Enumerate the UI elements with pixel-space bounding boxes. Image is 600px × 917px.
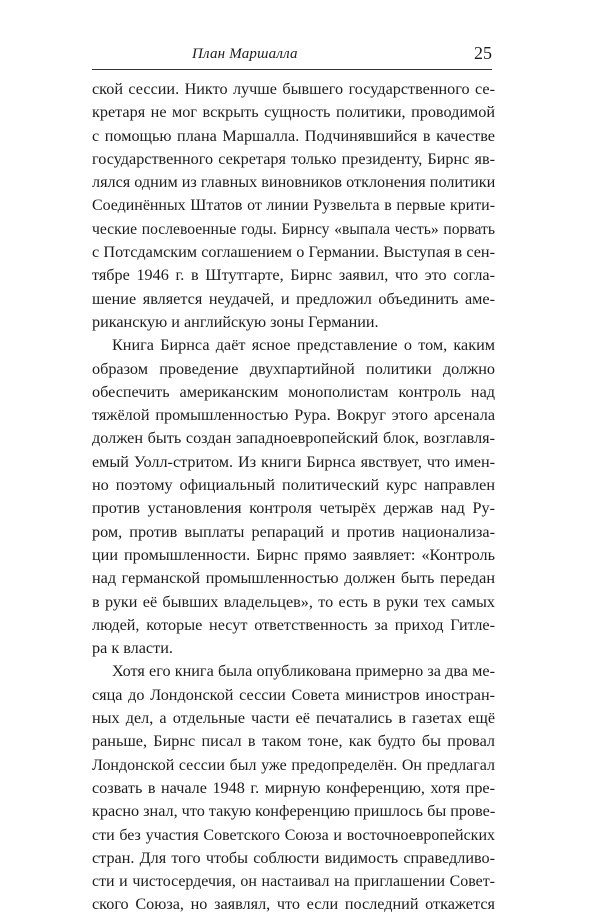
text-line: ных дел, а отдельные части её печатались в газетах ещё bbox=[92, 709, 495, 728]
running-head-title: План Маршалла bbox=[192, 46, 298, 62]
text-line: ции промышленности. Бирнс прямо заявляет: «Контроль bbox=[92, 545, 495, 564]
text-line: ской сессии. Никто лучше бывшего государственного се- bbox=[92, 80, 495, 98]
text-line: Лондонской сессии был уже предопределён. Он предлагал bbox=[92, 756, 495, 774]
text-line: но поэтому официальный политический курс направлен bbox=[92, 476, 495, 495]
text-line: в руки её бывших владельцев», то есть в руки тех самых bbox=[92, 592, 495, 611]
text-line: обеспечить американским монополистам контроль над bbox=[92, 382, 495, 401]
page-number: 25 bbox=[474, 43, 492, 63]
text-line: созвать в начале 1948 г. мирную конференцию, хотя пре- bbox=[92, 778, 495, 797]
text-line: ра к власти. bbox=[92, 639, 173, 658]
text-line: раньше, Бирнс писал в таком тоне, как будто бы провал bbox=[92, 732, 495, 751]
text-line: против установления контроля четырёх держав над Ру- bbox=[92, 499, 495, 518]
text-line: кретаря не мог вскрыть сущность политики, проводимой bbox=[92, 103, 495, 122]
text-line: стран. Для того чтобы соблюсти видимость справедливо- bbox=[92, 848, 495, 867]
body-text bbox=[92, 78, 495, 917]
text-line: тябре 1946 г. в Штутгарте, Бирнс заявил, что это согла- bbox=[92, 266, 495, 285]
header-rule bbox=[92, 69, 492, 70]
text-line: ского Союза, но заявлял, что если последний откажется bbox=[92, 895, 495, 914]
text-line: емый Уолл-стритом. Из книги Бирнса явствует, что имен- bbox=[92, 452, 495, 471]
text-line: сти без участия Советского Союза и восточноевропейских bbox=[92, 826, 495, 844]
text-line: шение является неудачей, и предложил объединить аме- bbox=[92, 289, 495, 308]
text-line: риканскую и английскую зоны Германии. bbox=[92, 312, 379, 331]
text-line: лялся одним из главных виновников отклонения политики bbox=[92, 173, 496, 192]
text-line: с помощью плана Маршалла. Подчинявшийся в качестве bbox=[92, 126, 495, 145]
text-line: Книга Бирнса даёт ясное представление о том, каким bbox=[112, 336, 495, 355]
text-line: над германской промышленностью должен быть передан bbox=[92, 569, 495, 588]
text-line: сти и чистосердечия, он настаивал на приглашении Совет- bbox=[92, 873, 495, 891]
text-line: людей, которые несут ответственность за приход Гитле- bbox=[92, 615, 495, 634]
text-line: Хотя его книга была опубликована примерно за два ме- bbox=[112, 662, 495, 681]
text-line: государственного секретаря только президенту, Бирнс яв- bbox=[92, 149, 495, 168]
text-line: тяжёлой промышленностью Рура. Вокруг этого арсенала bbox=[92, 406, 495, 425]
text-line: должен быть создан западноевропейский блок, возглавля- bbox=[92, 429, 495, 448]
text-line: красно знал, что такую конференцию пришлось бы прове- bbox=[92, 802, 496, 821]
text-line: ром, против выплаты репараций и против национализа- bbox=[92, 522, 495, 541]
running-header bbox=[92, 40, 492, 70]
text-line: ческие послевоенные годы. Бирнсу «выпала честь» порвать bbox=[92, 220, 495, 238]
text-line: сяца до Лондонской сессии Совета министров иностран- bbox=[92, 685, 495, 704]
text-line: Соединённых Штатов от линии Рузвельта в первые крити- bbox=[92, 197, 495, 215]
text-line: образом проведение двухпартийной политики должно bbox=[92, 359, 495, 378]
text-line: с Потсдамским соглашением о Германии. Выступая в сен- bbox=[92, 243, 495, 262]
